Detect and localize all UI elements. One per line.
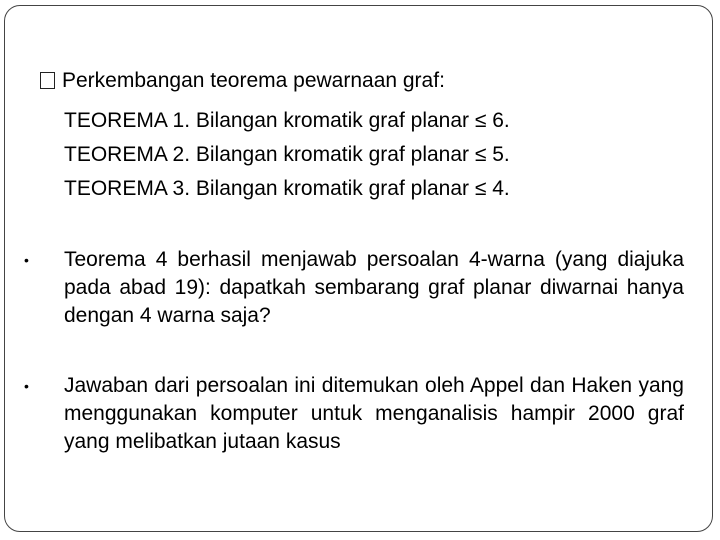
bullet-text: Teorema 4 berhasil menjawab persoalan 4-warna (yang diajuka pada abad 19): dapatkah sembarang graf planar diwarnai hanya dengan 4 warna saja? <box>64 248 684 327</box>
theorem-text: Bilangan kromatik graf planar ≤ 4. <box>190 177 510 200</box>
bullet-marker: • <box>24 252 29 268</box>
theorem-label: TEOREMA 1. <box>64 109 191 132</box>
intro-text: Perkembangan teorema pewarnaan graf: <box>62 69 445 92</box>
bullet-item-1 <box>24 246 684 330</box>
theorem-2 <box>64 141 510 169</box>
theorem-text: Bilangan kromatik graf planar ≤ 5. <box>190 143 510 166</box>
theorem-label: TEOREMA 2. <box>64 143 191 166</box>
bullet-marker: • <box>24 378 29 394</box>
bullet-text: Jawaban dari persoalan ini ditemukan oleh Appel dan Haken yang menggunakan komputer untuk menganalisis hampir 2000 graf yang melibatkan jutaan kasus <box>64 374 684 453</box>
theorem-text: Bilangan kromatik graf planar ≤ 6. <box>190 109 510 132</box>
theorem-1 <box>64 107 510 135</box>
theorem-label: TEOREMA 3. <box>64 177 191 200</box>
checkbox-square-icon <box>40 72 55 89</box>
intro-line <box>40 67 445 95</box>
theorem-3 <box>64 175 510 203</box>
bullet-item-2 <box>24 372 684 456</box>
